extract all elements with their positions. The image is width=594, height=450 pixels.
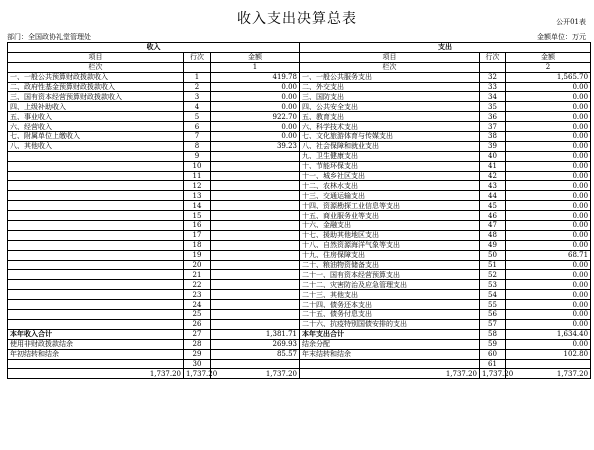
expense-amount-cell: 0.00 bbox=[506, 171, 591, 181]
income-amount-cell: 0.00 bbox=[211, 102, 300, 112]
expense-section-header: 支出 bbox=[300, 43, 591, 53]
expense-amount-cell: 0.00 bbox=[506, 132, 591, 142]
expense-col-number: 2 bbox=[506, 62, 591, 72]
income-amount-cell bbox=[211, 270, 300, 280]
expense-item-cell: 本年支出合计 bbox=[300, 329, 480, 339]
income-item-cell: 一、一般公共预算财政拨款收入 bbox=[8, 72, 184, 82]
expense-amount-cell: 1,634.40 bbox=[506, 329, 591, 339]
expense-item-cell: 年末结转和结余 bbox=[300, 349, 480, 359]
expense-item-cell: 二十三、其他支出 bbox=[300, 290, 480, 300]
income-amount-cell bbox=[211, 171, 300, 181]
expense-item-cell: 二十、粮油物资储备支出 bbox=[300, 260, 480, 270]
income-rowno-cell: 25 bbox=[184, 310, 211, 320]
income-amount-cell bbox=[211, 310, 300, 320]
income-amount-cell bbox=[211, 230, 300, 240]
income-item-cell bbox=[8, 310, 184, 320]
income-grand-total-rowno: 1,737.20 bbox=[184, 369, 211, 379]
table-row bbox=[8, 211, 591, 221]
income-item-cell: 本年收入合计 bbox=[8, 329, 184, 339]
income-col-number: 1 bbox=[211, 62, 300, 72]
income-item-cell bbox=[8, 270, 184, 280]
expense-grand-total-amount: 1,737.20 bbox=[506, 369, 591, 379]
income-amount-cell: 0.00 bbox=[211, 82, 300, 92]
expense-rowno-cell: 35 bbox=[480, 102, 506, 112]
expense-item-cell: 二、外交支出 bbox=[300, 82, 480, 92]
income-rowno-cell: 5 bbox=[184, 112, 211, 122]
expense-amount-cell: 0.00 bbox=[506, 280, 591, 290]
table-row bbox=[8, 92, 591, 102]
income-amount-cell: 0.00 bbox=[211, 92, 300, 102]
expense-rowno-cell: 37 bbox=[480, 122, 506, 132]
income-item-cell bbox=[8, 211, 184, 221]
expense-amount-cell: 68.71 bbox=[506, 250, 591, 260]
expense-amount-cell: 0.00 bbox=[506, 221, 591, 231]
table-row bbox=[8, 319, 591, 329]
page-title: 收入支出决算总表 bbox=[237, 11, 357, 27]
income-rowno-cell: 27 bbox=[184, 329, 211, 339]
expense-amount-cell: 102.80 bbox=[506, 349, 591, 359]
income-item-cell: 使用非财政拨款结余 bbox=[8, 339, 184, 349]
income-item-cell bbox=[8, 319, 184, 329]
income-rowno-cell: 26 bbox=[184, 319, 211, 329]
income-rowno-cell: 20 bbox=[184, 260, 211, 270]
expense-amount-cell: 0.00 bbox=[506, 161, 591, 171]
table-row bbox=[8, 230, 591, 240]
expense-item-cell: 一、一般公共服务支出 bbox=[300, 72, 480, 82]
income-rowno-cell: 11 bbox=[184, 171, 211, 181]
table-row bbox=[8, 260, 591, 270]
expense-item-cell: 十一、城乡社区支出 bbox=[300, 171, 480, 181]
expense-rowno-cell: 41 bbox=[480, 161, 506, 171]
unit-label: 金额单位：万元 bbox=[537, 33, 586, 41]
income-rowno-cell: 23 bbox=[184, 290, 211, 300]
expense-item-cell: 十二、农林水支出 bbox=[300, 181, 480, 191]
income-grand-total: 1,737.20 bbox=[8, 369, 184, 379]
income-amount-cell bbox=[211, 201, 300, 211]
income-rowno-cell: 18 bbox=[184, 240, 211, 250]
column-header-row bbox=[8, 52, 591, 62]
income-item-cell: 二、政府性基金预算财政拨款收入 bbox=[8, 82, 184, 92]
expense-rowno-cell: 45 bbox=[480, 201, 506, 211]
expense-item-cell: 四、公共安全支出 bbox=[300, 102, 480, 112]
expense-rowno-cell: 40 bbox=[480, 151, 506, 161]
table-row bbox=[8, 250, 591, 260]
income-amount-cell bbox=[211, 211, 300, 221]
income-item-cell bbox=[8, 191, 184, 201]
expense-item-cell: 十四、资源勘探工业信息等支出 bbox=[300, 201, 480, 211]
expense-amount-cell: 0.00 bbox=[506, 319, 591, 329]
income-amount-cell bbox=[211, 240, 300, 250]
expense-item-cell: 十八、自然资源海洋气象等支出 bbox=[300, 240, 480, 250]
income-item-cell bbox=[8, 359, 184, 369]
income-rowno-cell: 21 bbox=[184, 270, 211, 280]
expense-amount-cell bbox=[506, 359, 591, 369]
expense-item-cell: 七、文化旅游体育与传媒支出 bbox=[300, 132, 480, 142]
expense-rowno-cell: 39 bbox=[480, 141, 506, 151]
income-rowno-header: 行次 bbox=[184, 52, 211, 62]
income-amount-cell bbox=[211, 151, 300, 161]
income-rowno-cell: 22 bbox=[184, 280, 211, 290]
expense-rowno-cell: 33 bbox=[480, 82, 506, 92]
expense-rowno-cell: 47 bbox=[480, 221, 506, 231]
department-label: 部门：全国政协礼堂管理处 bbox=[7, 33, 91, 41]
table-row bbox=[8, 171, 591, 181]
income-item-cell bbox=[8, 280, 184, 290]
income-amount-cell bbox=[211, 191, 300, 201]
income-rowno-cell: 30 bbox=[184, 359, 211, 369]
expense-item-cell: 五、教育支出 bbox=[300, 112, 480, 122]
expense-item-cell: 二十五、债务付息支出 bbox=[300, 310, 480, 320]
table-row bbox=[8, 161, 591, 171]
income-item-cell bbox=[8, 240, 184, 250]
column-label-row bbox=[8, 62, 591, 72]
expense-item-cell: 十、节能环保支出 bbox=[300, 161, 480, 171]
expense-item-cell: 十五、商业服务业等支出 bbox=[300, 211, 480, 221]
expense-item-cell: 八、社会保障和就业支出 bbox=[300, 141, 480, 151]
expense-rowno-cell: 49 bbox=[480, 240, 506, 250]
income-amount-cell bbox=[211, 300, 300, 310]
expense-rowno-cell: 53 bbox=[480, 280, 506, 290]
table-row bbox=[8, 349, 591, 359]
income-item-header: 项目 bbox=[8, 52, 184, 62]
income-item-cell bbox=[8, 181, 184, 191]
expense-amount-cell: 0.00 bbox=[506, 82, 591, 92]
expense-rowno-cell: 50 bbox=[480, 250, 506, 260]
expense-rowno-cell: 32 bbox=[480, 72, 506, 82]
income-amount-cell bbox=[211, 290, 300, 300]
income-rowno-cell: 13 bbox=[184, 191, 211, 201]
table-row bbox=[8, 191, 591, 201]
table-row bbox=[8, 221, 591, 231]
expense-item-cell: 十三、交通运输支出 bbox=[300, 191, 480, 201]
expense-rowno-cell: 52 bbox=[480, 270, 506, 280]
income-rowno-cell: 17 bbox=[184, 230, 211, 240]
section-header-row bbox=[8, 43, 591, 53]
table-row bbox=[8, 359, 591, 369]
expense-rowno-cell: 34 bbox=[480, 92, 506, 102]
expense-amount-cell: 1,565.70 bbox=[506, 72, 591, 82]
income-rowno-cell: 19 bbox=[184, 250, 211, 260]
table-row bbox=[8, 339, 591, 349]
expense-amount-cell: 0.00 bbox=[506, 141, 591, 151]
income-amount-cell: 0.00 bbox=[211, 132, 300, 142]
table-row bbox=[8, 310, 591, 320]
income-amount-header: 金额 bbox=[211, 52, 300, 62]
expense-grand-total: 1,737.20 bbox=[300, 369, 480, 379]
income-rowno-cell: 6 bbox=[184, 122, 211, 132]
expense-amount-cell: 0.00 bbox=[506, 290, 591, 300]
income-amount-cell bbox=[211, 250, 300, 260]
income-col-label: 栏次 bbox=[8, 62, 184, 72]
expense-item-cell bbox=[300, 359, 480, 369]
table-row bbox=[8, 132, 591, 142]
income-amount-cell: 39.23 bbox=[211, 141, 300, 151]
expense-amount-cell: 0.00 bbox=[506, 211, 591, 221]
grand-total-row bbox=[8, 369, 591, 379]
table-row bbox=[8, 151, 591, 161]
table-row bbox=[8, 270, 591, 280]
table-row bbox=[8, 72, 591, 82]
income-amount-cell bbox=[211, 181, 300, 191]
income-amount-cell bbox=[211, 161, 300, 171]
expense-item-cell: 十九、住房保障支出 bbox=[300, 250, 480, 260]
income-rowno-cell: 1 bbox=[184, 72, 211, 82]
expense-rowno-header: 行次 bbox=[480, 52, 506, 62]
income-item-cell: 七、附属单位上缴收入 bbox=[8, 132, 184, 142]
table-row bbox=[8, 112, 591, 122]
income-col-label-blank bbox=[184, 62, 211, 72]
income-amount-cell: 419.78 bbox=[211, 72, 300, 82]
expense-rowno-cell: 57 bbox=[480, 319, 506, 329]
income-amount-cell bbox=[211, 280, 300, 290]
expense-amount-cell: 0.00 bbox=[506, 122, 591, 132]
income-item-cell bbox=[8, 221, 184, 231]
expense-rowno-cell: 55 bbox=[480, 300, 506, 310]
expense-rowno-cell: 44 bbox=[480, 191, 506, 201]
expense-rowno-cell: 56 bbox=[480, 310, 506, 320]
total-row bbox=[8, 329, 591, 339]
expense-rowno-cell: 61 bbox=[480, 359, 506, 369]
table-row bbox=[8, 141, 591, 151]
expense-item-cell: 十六、金融支出 bbox=[300, 221, 480, 231]
income-item-cell bbox=[8, 230, 184, 240]
expense-amount-cell: 0.00 bbox=[506, 181, 591, 191]
income-rowno-cell: 9 bbox=[184, 151, 211, 161]
expense-item-cell: 三、国防支出 bbox=[300, 92, 480, 102]
income-rowno-cell: 29 bbox=[184, 349, 211, 359]
expense-amount-cell: 0.00 bbox=[506, 230, 591, 240]
income-item-cell bbox=[8, 250, 184, 260]
expense-col-label-blank bbox=[480, 62, 506, 72]
income-rowno-cell: 14 bbox=[184, 201, 211, 211]
expense-rowno-cell: 58 bbox=[480, 329, 506, 339]
expense-item-cell: 二十四、债务还本支出 bbox=[300, 300, 480, 310]
table-row bbox=[8, 102, 591, 112]
expense-amount-cell: 0.00 bbox=[506, 201, 591, 211]
income-item-cell: 八、其他收入 bbox=[8, 141, 184, 151]
expense-rowno-cell: 43 bbox=[480, 181, 506, 191]
expense-item-cell: 二十六、抗疫特别国债安排的支出 bbox=[300, 319, 480, 329]
income-item-cell bbox=[8, 201, 184, 211]
income-amount-cell: 0.00 bbox=[211, 122, 300, 132]
expense-grand-total-rowno: 1,737.20 bbox=[480, 369, 506, 379]
expense-rowno-cell: 59 bbox=[480, 339, 506, 349]
table-row bbox=[8, 201, 591, 211]
expense-col-label: 栏次 bbox=[300, 62, 480, 72]
income-rowno-cell: 28 bbox=[184, 339, 211, 349]
table-row bbox=[8, 82, 591, 92]
income-item-cell bbox=[8, 161, 184, 171]
expense-amount-cell: 0.00 bbox=[506, 191, 591, 201]
expense-rowno-cell: 48 bbox=[480, 230, 506, 240]
expense-amount-cell: 0.00 bbox=[506, 102, 591, 112]
expense-rowno-cell: 51 bbox=[480, 260, 506, 270]
expense-rowno-cell: 60 bbox=[480, 349, 506, 359]
income-amount-cell bbox=[211, 359, 300, 369]
income-amount-cell: 85.57 bbox=[211, 349, 300, 359]
expense-amount-cell: 0.00 bbox=[506, 339, 591, 349]
expense-rowno-cell: 38 bbox=[480, 132, 506, 142]
income-item-cell: 三、国有资本经营预算财政拨款收入 bbox=[8, 92, 184, 102]
expense-amount-cell: 0.00 bbox=[506, 151, 591, 161]
expense-amount-cell: 0.00 bbox=[506, 260, 591, 270]
expense-rowno-cell: 46 bbox=[480, 211, 506, 221]
income-amount-cell bbox=[211, 260, 300, 270]
expense-amount-cell: 0.00 bbox=[506, 270, 591, 280]
table-row bbox=[8, 181, 591, 191]
statement-table-body bbox=[8, 43, 591, 379]
expense-amount-cell: 0.00 bbox=[506, 300, 591, 310]
income-rowno-cell: 10 bbox=[184, 161, 211, 171]
table-row bbox=[8, 290, 591, 300]
expense-amount-cell: 0.00 bbox=[506, 112, 591, 122]
income-item-cell bbox=[8, 260, 184, 270]
form-number: 公开01表 bbox=[556, 18, 586, 26]
income-amount-cell: 1,381.71 bbox=[211, 329, 300, 339]
table-row bbox=[8, 240, 591, 250]
expense-amount-cell: 0.00 bbox=[506, 240, 591, 250]
income-rowno-cell: 15 bbox=[184, 211, 211, 221]
income-item-cell bbox=[8, 290, 184, 300]
income-item-cell bbox=[8, 151, 184, 161]
expense-amount-cell: 0.00 bbox=[506, 310, 591, 320]
table-row bbox=[8, 280, 591, 290]
income-rowno-cell: 3 bbox=[184, 92, 211, 102]
income-amount-cell bbox=[211, 221, 300, 231]
expense-rowno-cell: 36 bbox=[480, 112, 506, 122]
income-item-cell bbox=[8, 171, 184, 181]
statement-table bbox=[7, 42, 591, 379]
income-item-cell: 五、事业收入 bbox=[8, 112, 184, 122]
income-rowno-cell: 24 bbox=[184, 300, 211, 310]
expense-amount-header: 金额 bbox=[506, 52, 591, 62]
expense-amount-cell: 0.00 bbox=[506, 92, 591, 102]
expense-item-cell: 六、科学技术支出 bbox=[300, 122, 480, 132]
income-amount-cell: 269.93 bbox=[211, 339, 300, 349]
expense-item-cell: 九、卫生健康支出 bbox=[300, 151, 480, 161]
table-row bbox=[8, 300, 591, 310]
income-section-header: 收入 bbox=[8, 43, 300, 53]
expense-item-cell: 十七、援助其他地区支出 bbox=[300, 230, 480, 240]
expense-item-header: 项目 bbox=[300, 52, 480, 62]
income-amount-cell bbox=[211, 319, 300, 329]
income-rowno-cell: 16 bbox=[184, 221, 211, 231]
income-item-cell bbox=[8, 300, 184, 310]
income-item-cell: 年初结转和结余 bbox=[8, 349, 184, 359]
income-item-cell: 六、经营收入 bbox=[8, 122, 184, 132]
expense-item-cell: 二十二、灾害防治及应急管理支出 bbox=[300, 280, 480, 290]
income-amount-cell: 922.70 bbox=[211, 112, 300, 122]
income-rowno-cell: 2 bbox=[184, 82, 211, 92]
expense-item-cell: 结余分配 bbox=[300, 339, 480, 349]
expense-rowno-cell: 42 bbox=[480, 171, 506, 181]
expense-rowno-cell: 54 bbox=[480, 290, 506, 300]
income-grand-total-amount: 1,737.20 bbox=[211, 369, 300, 379]
table-row bbox=[8, 122, 591, 132]
income-rowno-cell: 12 bbox=[184, 181, 211, 191]
income-rowno-cell: 4 bbox=[184, 102, 211, 112]
expense-item-cell: 二十一、国有资本经营预算支出 bbox=[300, 270, 480, 280]
income-item-cell: 四、上级补助收入 bbox=[8, 102, 184, 112]
income-rowno-cell: 7 bbox=[184, 132, 211, 142]
income-rowno-cell: 8 bbox=[184, 141, 211, 151]
